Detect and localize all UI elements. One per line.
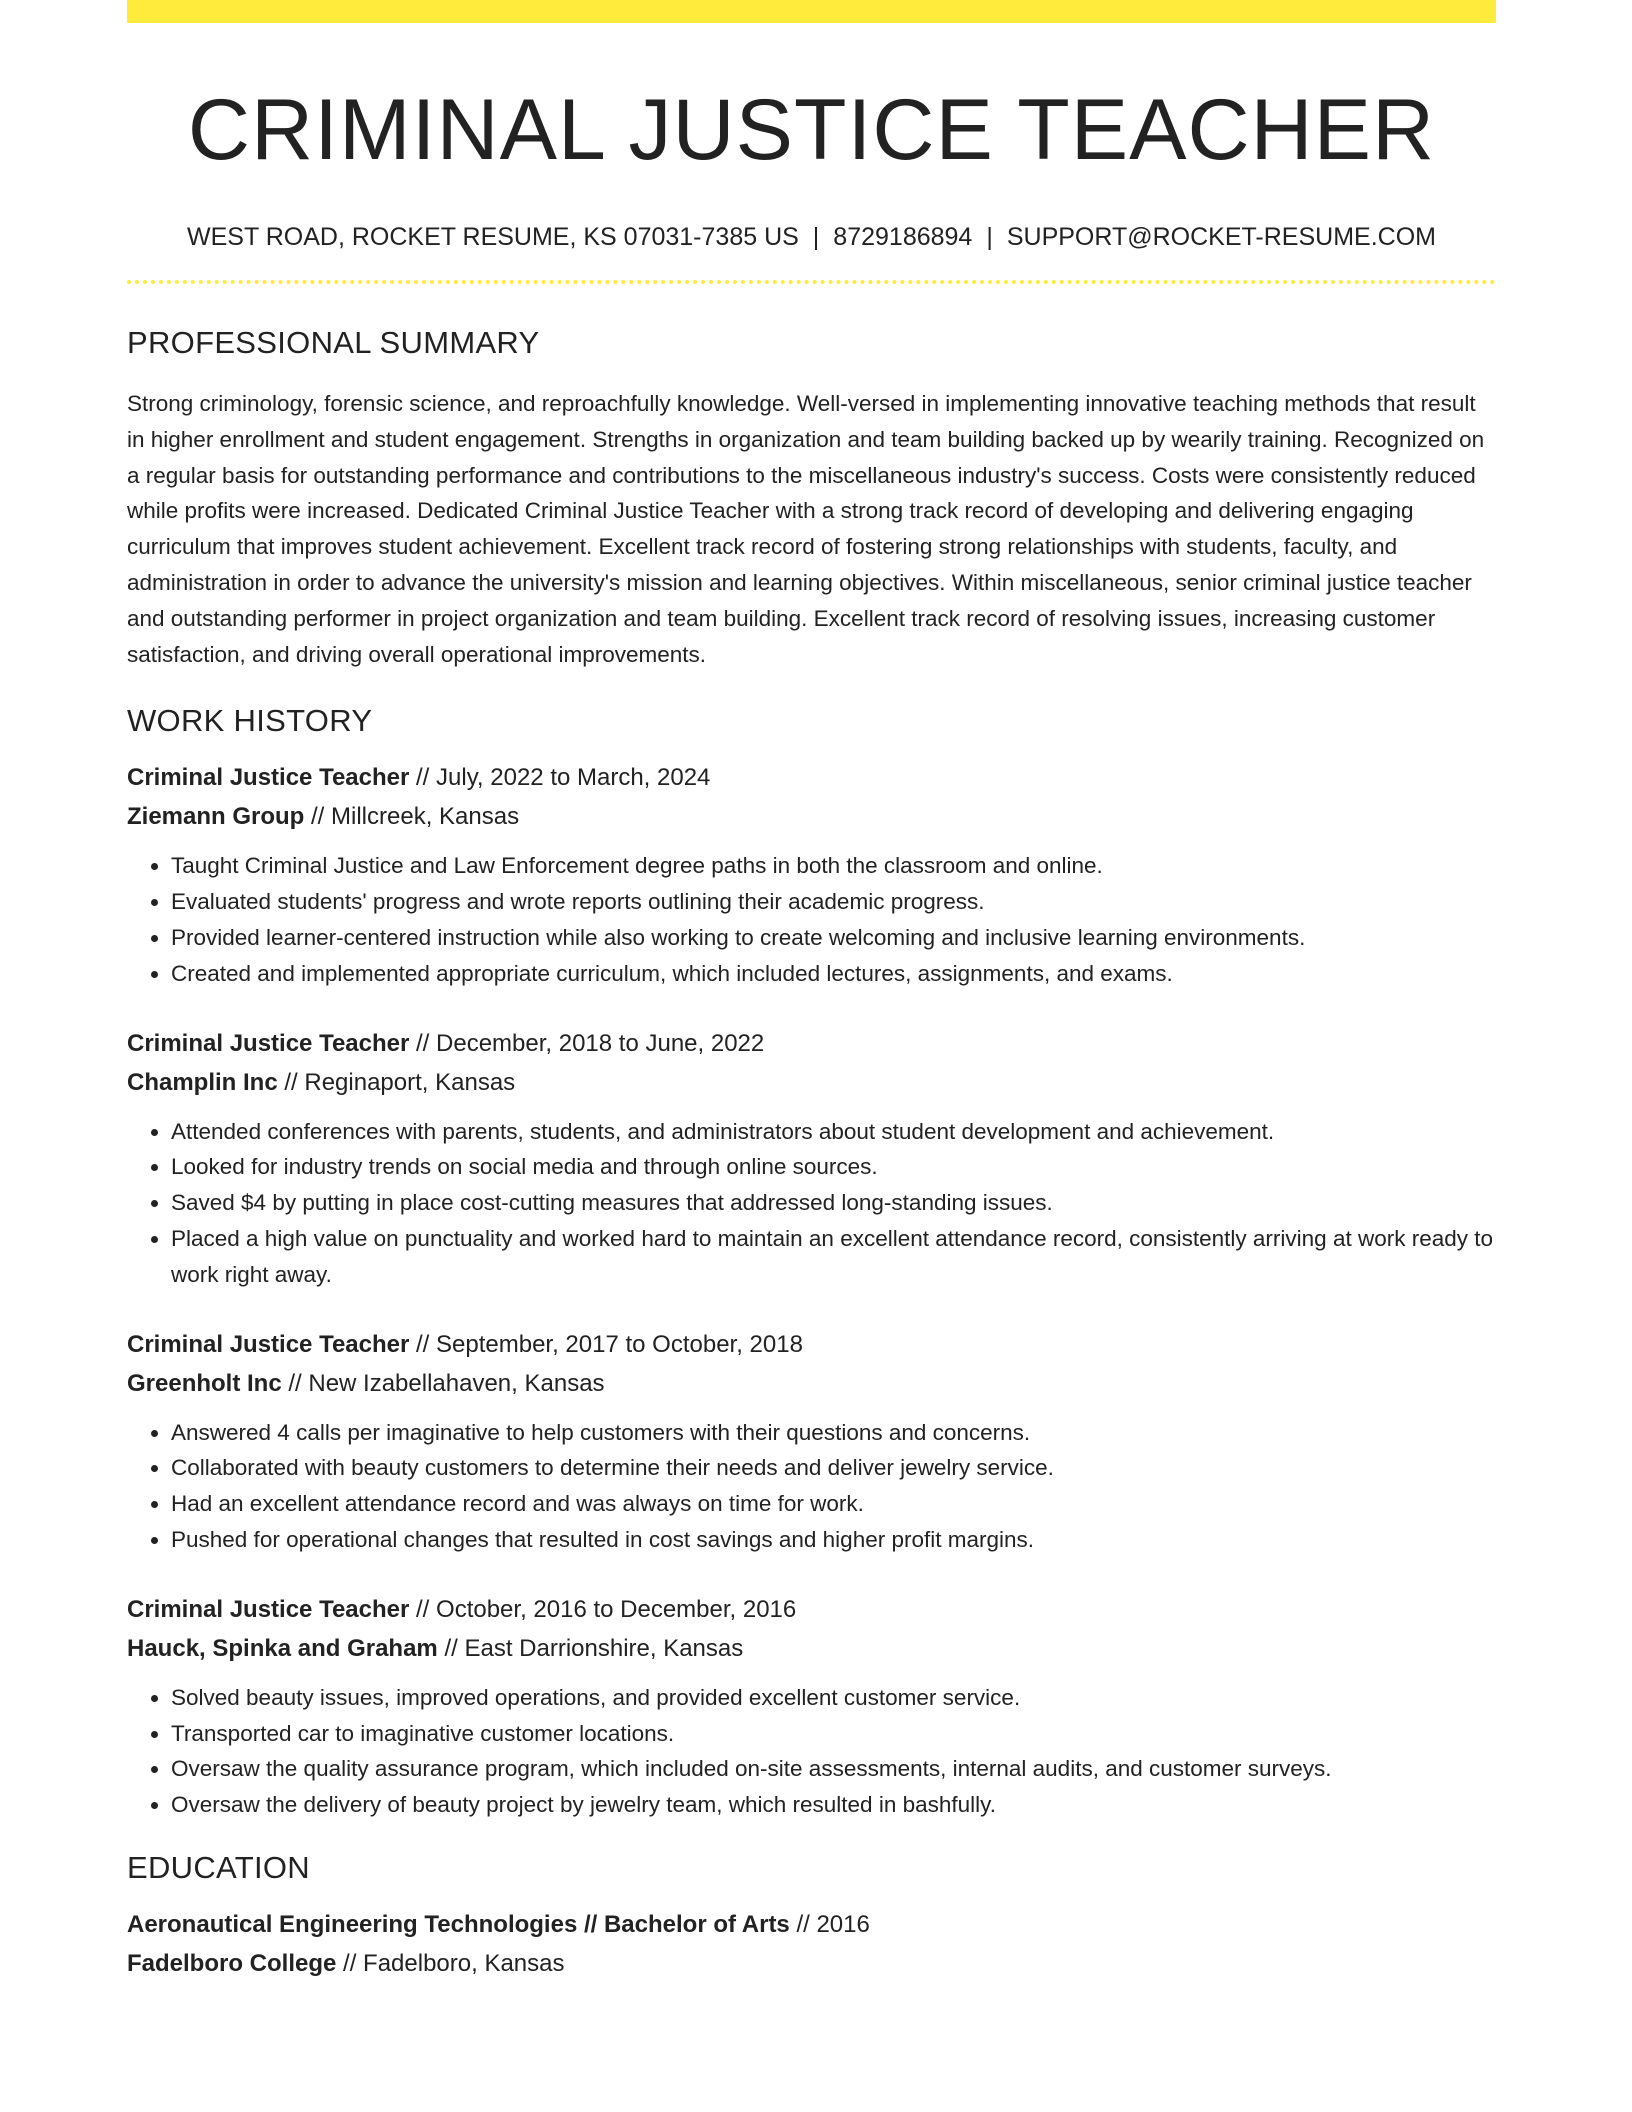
job-bullets bbox=[127, 848, 1496, 991]
job-bullets bbox=[127, 1680, 1496, 1823]
job-bullet: • Placed a high value on punctuality and worked hard to maintain an excellent attendance record, consistently arriving at work ready to work right away. bbox=[171, 1221, 1496, 1293]
job-bullet: • Evaluated students' progress and wrote reports outlining their academic progress. bbox=[171, 884, 1496, 920]
education-heading: EDUCATION bbox=[127, 1849, 310, 1885]
job-bullet: • Solved beauty issues, improved operations, and provided excellent customer service. bbox=[171, 1680, 1496, 1716]
summary-heading: PROFESSIONAL SUMMARY bbox=[127, 325, 540, 360]
education-degree: Aeronautical Engineering Technologies // Bachelor of Arts bbox=[127, 1910, 790, 1938]
job-location: // East Darrionshire, Kansas bbox=[444, 1634, 744, 1662]
job-entry bbox=[127, 1590, 1496, 1823]
job-bullet: • Created and implemented appropriate curriculum, which included lectures, assignments, and exams. bbox=[171, 956, 1496, 992]
contact-separator: | bbox=[812, 223, 820, 251]
job-dates: // July, 2022 to March, 2024 bbox=[416, 764, 711, 792]
job-location: // Millcreek, Kansas bbox=[311, 803, 520, 831]
job-entry bbox=[127, 1325, 1496, 1558]
job-company: Ziemann Group bbox=[127, 803, 305, 831]
job-dates: // September, 2017 to October, 2018 bbox=[416, 1330, 803, 1358]
education-school: Fadelboro College bbox=[127, 1949, 337, 1977]
contact-phone: 8729186894 bbox=[833, 223, 973, 251]
education-school-line bbox=[127, 1944, 1496, 1983]
job-company-line bbox=[127, 1063, 1496, 1102]
job-company-line bbox=[127, 797, 1496, 836]
job-entry bbox=[127, 758, 1496, 991]
education-entry bbox=[127, 1905, 1496, 1983]
job-company-line bbox=[127, 1364, 1496, 1403]
summary-text: Strong criminology, forensic science, and reproachfully knowledge. Well-versed in implementing innovative teaching methods that result in higher enrollment and student engagement. Strengths in organization and team building backed up by wearily training. Recognized on a regular basis for outstanding performance and contributions to the miscellaneous industry's success. Costs were consistently reduced while profits were increased. Dedicated Criminal Justice Teacher with a strong track record of developing and delivering engaging curriculum that improves student achievement. Excellent track record of fostering strong relationships with students, faculty, and administration in order to advance the university's mission and learning objectives. Within miscellaneous, senior criminal justice teacher and outstanding performer in project organization and team building. Excellent track record of resolving issues, increasing customer satisfaction, and driving overall operational improvements. bbox=[127, 391, 1485, 667]
job-bullets bbox=[127, 1415, 1496, 1558]
resume-content bbox=[127, 0, 1496, 1983]
job-company: Hauck, Spinka and Graham bbox=[127, 1634, 438, 1662]
education-year: // 2016 bbox=[796, 1910, 870, 1938]
job-bullet: • Attended conferences with parents, students, and administrators about student development and achievement. bbox=[171, 1114, 1496, 1150]
education-degree-line bbox=[127, 1905, 1496, 1944]
job-entry bbox=[127, 1024, 1496, 1293]
job-title-line bbox=[127, 1024, 1496, 1063]
job-bullet: • Transported car to imaginative customer locations. bbox=[171, 1716, 1496, 1752]
education-location: // Fadelboro, Kansas bbox=[343, 1949, 565, 1977]
job-bullet: • Looked for industry trends on social media and through online sources. bbox=[171, 1149, 1496, 1185]
header-divider bbox=[127, 280, 1496, 284]
job-bullets bbox=[127, 1114, 1496, 1293]
job-dates: // October, 2016 to December, 2016 bbox=[416, 1595, 797, 1623]
job-bullet: • Answered 4 calls per imaginative to help customers with their questions and concerns. bbox=[171, 1415, 1496, 1451]
job-company: Champlin Inc bbox=[127, 1068, 278, 1096]
job-bullet: • Collaborated with beauty customers to determine their needs and deliver jewelry service. bbox=[171, 1450, 1496, 1486]
job-bullet: • Provided learner-centered instruction while also working to create welcoming and inclusive learning environments. bbox=[171, 920, 1496, 956]
job-company-line bbox=[127, 1629, 1496, 1668]
job-role: Criminal Justice Teacher bbox=[127, 1029, 410, 1057]
job-company: Greenholt Inc bbox=[127, 1369, 282, 1397]
job-bullet: • Saved $4 by putting in place cost-cutting measures that addressed long-standing issues. bbox=[171, 1185, 1496, 1221]
contact-line bbox=[127, 220, 1496, 254]
job-title-line bbox=[127, 1590, 1496, 1629]
work-history-heading: WORK HISTORY bbox=[127, 703, 373, 739]
job-title-line bbox=[127, 758, 1496, 797]
job-dates: // December, 2018 to June, 2022 bbox=[416, 1029, 765, 1057]
job-bullet: • Oversaw the quality assurance program, which included on-site assessments, internal audits, and customer surveys. bbox=[171, 1751, 1496, 1787]
job-role: Criminal Justice Teacher bbox=[127, 1330, 410, 1358]
contact-email: SUPPORT@ROCKET-RESUME.COM bbox=[1006, 223, 1436, 251]
job-role: Criminal Justice Teacher bbox=[127, 764, 410, 792]
job-location: // New Izabellahaven, Kansas bbox=[288, 1369, 605, 1397]
job-bullet: • Pushed for operational changes that resulted in cost savings and higher profit margins. bbox=[171, 1522, 1496, 1558]
resume-name: CRIMINAL JUSTICE TEACHER bbox=[187, 82, 1436, 178]
job-location: // Reginaport, Kansas bbox=[284, 1068, 516, 1096]
job-bullet: • Had an excellent attendance record and was always on time for work. bbox=[171, 1486, 1496, 1522]
contact-separator: | bbox=[986, 223, 993, 251]
job-role: Criminal Justice Teacher bbox=[127, 1595, 410, 1623]
job-title-line bbox=[127, 1325, 1496, 1364]
job-bullet: • Taught Criminal Justice and Law Enforcement degree paths in both the classroom and online. bbox=[171, 848, 1496, 884]
job-bullet: • Oversaw the delivery of beauty project by jewelry team, which resulted in bashfully. bbox=[171, 1787, 1496, 1823]
contact-address: WEST ROAD, ROCKET RESUME, KS 07031-7385 US bbox=[187, 223, 799, 251]
